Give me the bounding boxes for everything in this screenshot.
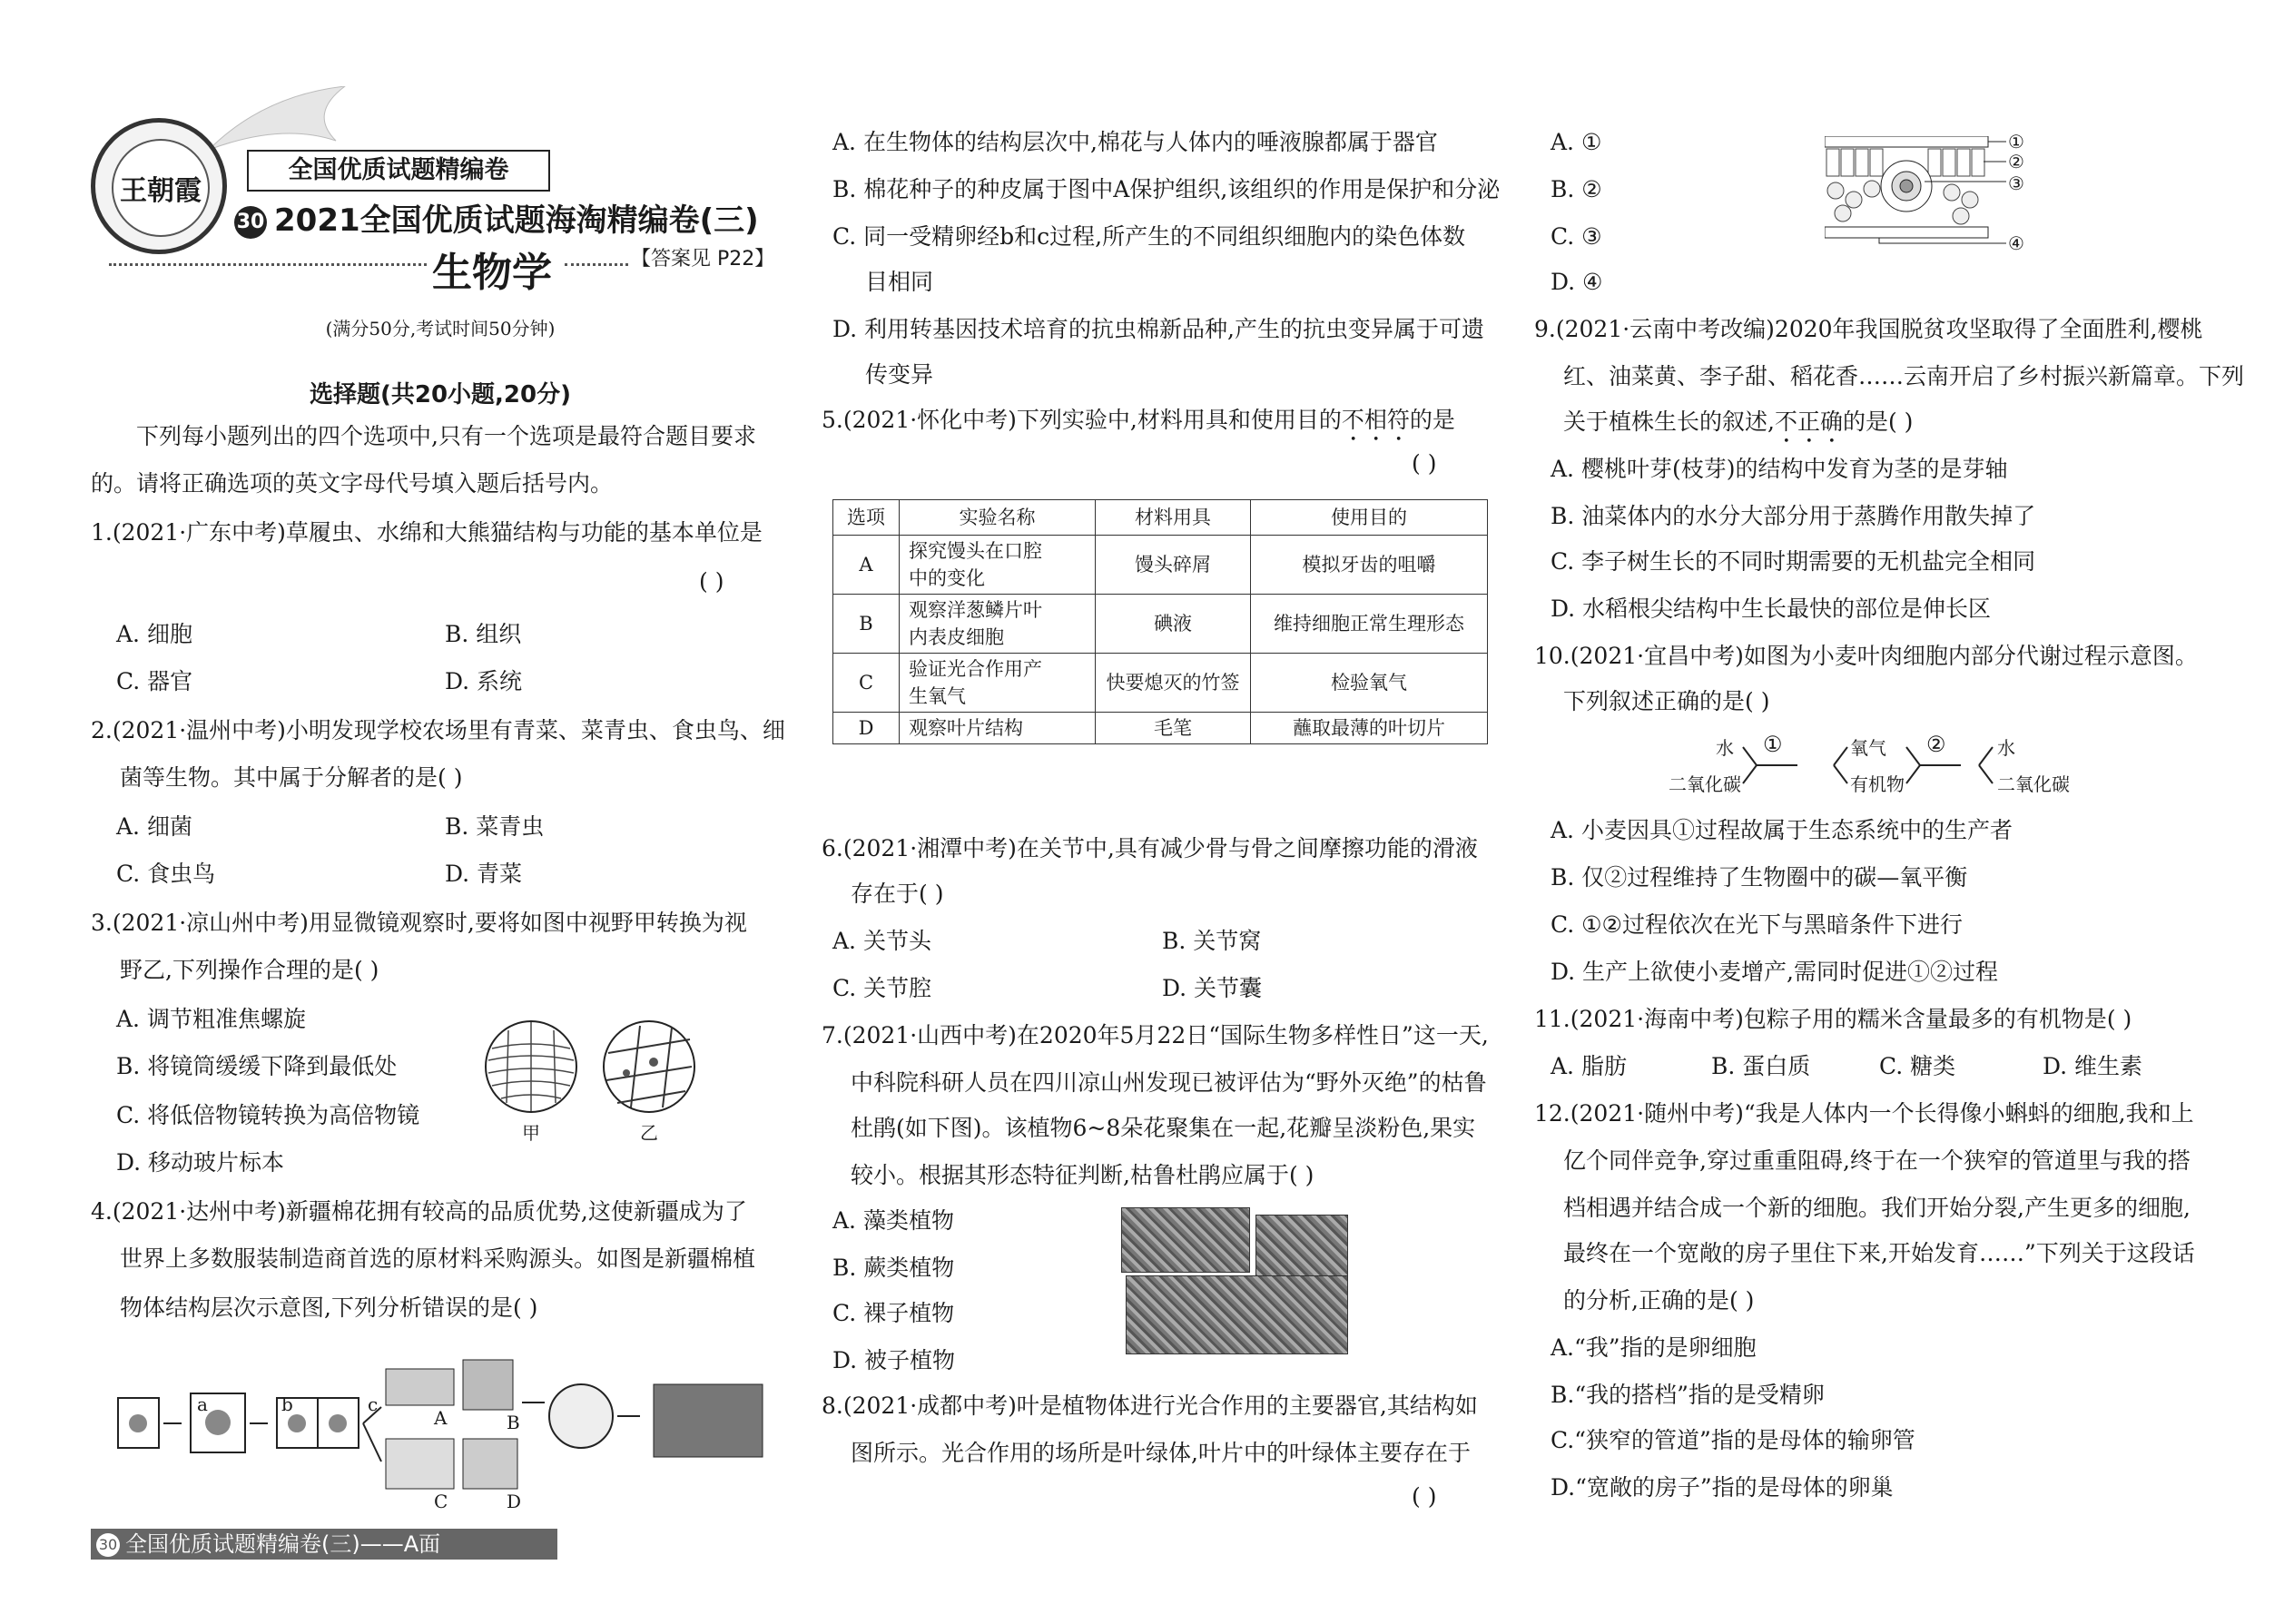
diagram-oxygen: 氧气 [1850,737,1886,759]
footer-text: 全国优质试题精编卷(三)——A面 [125,1531,441,1557]
fig-label-yi: 乙 [640,1122,658,1144]
rhododendron-photo-3 [1126,1275,1348,1354]
table-cell: 馒头碎屑 [1096,536,1251,595]
q5-answer-paren: ( ) [1412,450,1437,477]
q7-stem-4: 较小。根据其形态特征判断,枯鲁杜鹃应属于( ) [851,1162,1314,1188]
table-row [833,536,1488,595]
paper-title-text: 2021全国优质试题海淘精编卷(三) [274,202,759,239]
subject-title: 生物学 [432,250,552,296]
q12-option-c: C.“狭窄的管道”指的是母体的输卵管 [1551,1427,1915,1453]
q3-stem-1: 3.(2021·凉山州中考)用显微镜观察时,要将如图中视野甲转换为视 [91,910,747,936]
title-dotted-rule-right [565,263,628,266]
q4-stem-2: 世界上多数服装制造商首选的原材料采购源头。如图是新疆棉植 [120,1245,756,1272]
q5-stem-pre: 5.(2021·怀化中考)下列实验中,材料用具和使用目的 [822,407,1342,433]
q1-option-d: D. 系统 [445,668,523,694]
q8-option-b: B. ② [1551,176,1602,202]
q7-stem-2: 中科院科研人员在四川凉山州发现已被评估为“野外灭绝”的枯鲁 [851,1069,1487,1096]
q1-option-b: B. 组织 [445,621,522,647]
table-cell: 观察叶片结构 [900,713,1096,744]
cell-line: 生氧气 [909,685,966,707]
q4-stem-1: 4.(2021·达州中考)新疆棉花拥有较高的品质优势,这使新疆成为了 [91,1198,747,1225]
q3-option-a: A. 调节粗准焦螺旋 [116,1006,306,1032]
q9-option-a: A. 樱桃叶芽(枝芽)的结构中发育为茎的是芽轴 [1551,456,2008,482]
q1-option-c: C. 器官 [116,668,193,694]
q9-stem-3-post: 的是( ) [1842,408,1914,435]
q12-stem-2: 亿个同伴竞争,穿过重重阻碍,终于在一个狭窄的管道里与我的搭 [1563,1147,2191,1174]
seal-logo-text: 王朝霞 [112,139,210,237]
q4-option-c-2: 目相同 [865,269,934,295]
rhododendron-photo-1 [1121,1207,1250,1273]
q2-stem-2: 菌等生物。其中属于分解者的是( ) [120,764,463,791]
fig-label-B: B [507,1412,520,1433]
q2-option-c: C. 食虫鸟 [116,861,216,887]
q12-stem-1: 12.(2021·随州中考)“我是人体内一个长得像小蝌蚪的细胞,我和上 [1534,1100,2194,1127]
fig-label-A: A [434,1407,448,1429]
table-cell: 检验氧气 [1251,654,1488,713]
q3-option-d: D. 移动玻片标本 [116,1149,285,1176]
diagram-process-1: ① [1763,732,1783,757]
q11-stem: 11.(2021·海南中考)包粽子用的糯米含量最多的有机物是( ) [1534,1006,2132,1032]
diagram-organic: 有机物 [1850,773,1905,795]
leaf-label-2: ② [2008,151,2024,172]
q12-option-b: B.“我的搭档”指的是受精卵 [1551,1382,1825,1408]
table-row [833,654,1488,713]
q5-stem-emphasis: 不相符 [1341,407,1410,433]
q8-stem-2: 图所示。光合作用的场所是叶绿体,叶片中的叶绿体主要存在于 [851,1440,1471,1466]
table-cell [900,595,1096,654]
q10-stem-1: 10.(2021·宜昌中考)如图为小麦叶肉细胞内部分代谢过程示意图。 [1534,643,2198,669]
q10-option-b: B. 仅②过程维持了生物圈中的碳—氧平衡 [1551,864,1968,891]
table-cell: 维持细胞正常生理形态 [1251,595,1488,654]
q1-stem: 1.(2021·广东中考)草履虫、水绵和大熊猫结构与功能的基本单位是 [91,519,763,546]
q9-option-b: B. 油菜体内的水分大部分用于蒸腾作用散失掉了 [1551,503,2036,529]
q1-option-a: A. 细胞 [116,621,192,647]
table-cell [900,536,1096,595]
table-cell: 快要熄灭的竹签 [1096,654,1251,713]
q4-option-d-1: D. 利用转基因技术培育的抗虫棉新品种,产生的抗虫变异属于可遗 [832,316,1484,342]
table-cell: A [833,536,900,595]
q3-option-c: C. 将低倍物镜转换为高倍物镜 [116,1102,420,1128]
q7-stem-3: 杜鹃(如下图)。该植物6~8朵花聚集在一起,花瓣呈淡粉色,果实 [851,1115,1476,1141]
leaf-label-1: ① [2008,131,2024,153]
q2-option-b: B. 菜青虫 [445,813,545,840]
fig-label-jia: 甲 [522,1122,540,1144]
publisher-seal [91,118,227,254]
q8-option-c: C. ③ [1551,223,1602,250]
fig-label-C: C [434,1491,448,1512]
q10-option-a: A. 小麦因具①过程故属于生态系统中的生产者 [1551,817,2013,843]
q7-option-c: C. 裸子植物 [832,1300,955,1326]
q5-stem-post: 的是 [1409,407,1455,433]
q10-option-c: C. ①②过程依次在光下与黑暗条件下进行 [1551,911,1963,938]
q7-option-d: D. 被子植物 [832,1347,956,1373]
q6-option-d: D. 关节囊 [1162,975,1263,1001]
q11-option-b: B. 蛋白质 [1711,1053,1811,1079]
q7-option-a: A. 藻类植物 [832,1207,954,1234]
fig-label-c: c [368,1393,379,1415]
q2-stem-1: 2.(2021·温州中考)小明发现学校农场里有青菜、菜青虫、食虫鸟、细 [91,717,785,743]
table-cell: 蘸取最薄的叶切片 [1251,713,1488,744]
microscope-view-figure [481,1017,717,1135]
answer-reference: 【答案见 P22】 [631,248,775,271]
q12-stem-3: 档相遇并结合成一个新的细胞。我们开始分裂,产生更多的细胞, [1563,1195,2191,1221]
q8-option-a: A. ① [1551,129,1602,155]
title-dotted-rule-left [109,263,427,266]
q7-stem-1: 7.(2021·山西中考)在2020年5月22日“国际生物多样性日”这一天, [822,1022,1489,1048]
leaf-section-figure [1825,136,2006,245]
q9-stem-2: 红、油菜黄、李子甜、稻花香……云南开启了乡村振兴新篇章。下列 [1563,363,2245,389]
q9-option-c: C. 李子树生长的不同时期需要的无机盐完全相同 [1551,548,2036,575]
fig-label-D: D [507,1491,522,1512]
q9-stem-1: 9.(2021·云南中考改编)2020年我国脱贫攻坚取得了全面胜利,樱桃 [1534,316,2203,342]
q8-answer-paren: ( ) [1412,1483,1437,1510]
q11-option-d: D. 维生素 [2043,1053,2143,1079]
q4-stem-3: 物体结构层次示意图,下列分析错误的是( ) [120,1294,538,1321]
diagram-process-2: ② [1926,732,1946,757]
table-header: 材料用具 [1096,500,1251,536]
q6-stem-2: 存在于( ) [851,881,944,907]
q12-option-a: A.“我”指的是卵细胞 [1551,1334,1757,1361]
cell-line: 内表皮细胞 [909,626,1004,648]
footer-number-badge: 30 [96,1533,120,1557]
q10-stem-2: 下列叙述正确的是( ) [1563,688,1770,714]
q9-option-d: D. 水稻根尖结构中生长最快的部位是伸长区 [1551,595,1992,622]
table-cell: 毛笔 [1096,713,1251,744]
table-cell: B [833,595,900,654]
cell-line: 中的变化 [909,567,985,589]
table-row [833,713,1488,744]
table-header: 实验名称 [900,500,1096,536]
q11-option-c: C. 糖类 [1879,1053,1956,1079]
q4-option-a: A. 在生物体的结构层次中,棉花与人体内的唾液腺都属于器官 [832,129,1438,155]
rhododendron-photo-2 [1255,1215,1348,1280]
fig-label-b: b [281,1393,293,1415]
q12-stem-5: 的分析,正确的是( ) [1563,1287,1755,1314]
q8-stem-1: 8.(2021·成都中考)叶是植物体进行光合作用的主要器官,其结构如 [822,1393,1478,1419]
q8-option-d: D. ④ [1551,269,1603,295]
paper-number-badge: 30 [234,206,267,239]
section-title: 选择题(共20小题,20分) [309,381,571,408]
q10-option-d: D. 生产上欲使小麦增产,需同时促进①②过程 [1551,959,1998,985]
diagram-output-co2: 二氧化碳 [1997,773,2070,795]
table-cell: C [833,654,900,713]
q12-stem-4: 最终在一个宽敞的房子里住下来,开始发育……”下列关于这段话 [1563,1240,2195,1266]
q9-stem-emphasis: 不正确 [1774,408,1843,435]
table-row [833,595,1488,654]
diagram-output-water: 水 [1997,737,2015,759]
q3-option-b: B. 将镜筒缓缓下降到最低处 [116,1053,398,1079]
experiment-table [832,499,1488,744]
q12-option-d: D.“宽敞的房子”指的是母体的卵巢 [1551,1474,1894,1501]
table-cell [900,654,1096,713]
ribbon-decoration [209,86,354,159]
table-cell: D [833,713,900,744]
table-cell: 模拟牙齿的咀嚼 [1251,536,1488,595]
diagram-input-water: 水 [1716,737,1734,759]
q4-option-d-2: 传变异 [865,361,934,388]
cell-line: 验证光合作用产 [909,658,1042,680]
instruction-line-1: 下列每小题列出的四个选项中,只有一个选项是最符合题目要求 [136,423,756,449]
q6-option-a: A. 关节头 [832,928,931,954]
instruction-line-2: 的。请将正确选项的英文字母代号填入题后括号内。 [91,470,614,497]
q9-stem-3-pre: 关于植株生长的叙述, [1563,408,1775,435]
cell-line: 观察洋葱鳞片叶 [909,599,1042,621]
q5-stem [822,405,1455,447]
table-header: 选项 [833,500,900,536]
q2-option-d: D. 青菜 [445,861,523,887]
page-footer [91,1529,557,1560]
series-tag: 全国优质试题精编卷 [247,150,550,192]
table-cell: 碘液 [1096,595,1251,654]
q9-stem-3 [1563,407,1913,448]
q11-option-a: A. 脂肪 [1551,1053,1627,1079]
q6-stem-1: 6.(2021·湘潭中考)在关节中,具有减少骨与骨之间摩擦功能的滑液 [822,835,1478,861]
fig-label-a: a [197,1393,208,1415]
q6-option-c: C. 关节腔 [832,975,932,1001]
q4-option-c-1: C. 同一受精卵经b和c过程,所产生的不同组织细胞内的染色体数 [832,223,1466,250]
q4-option-b: B. 棉花种子的种皮属于图中A保护组织,该组织的作用是保护和分泌 [832,176,1501,202]
paper-title [234,195,759,240]
table-header: 使用目的 [1251,500,1488,536]
q2-option-a: A. 细菌 [116,813,192,840]
leaf-label-4: ④ [2008,232,2024,254]
diagram-input-co2: 二氧化碳 [1669,773,1741,795]
table-header-row [833,500,1488,536]
leaf-label-3: ③ [2008,172,2024,194]
q6-option-b: B. 关节窝 [1162,928,1262,954]
cell-line: 探究馒头在口腔 [909,540,1042,562]
exam-meta: (满分50分,考试时间50分钟) [325,318,556,340]
q7-option-b: B. 蕨类植物 [832,1255,955,1281]
q1-answer-paren: ( ) [699,568,724,595]
q3-stem-2: 野乙,下列操作合理的是( ) [120,957,379,983]
